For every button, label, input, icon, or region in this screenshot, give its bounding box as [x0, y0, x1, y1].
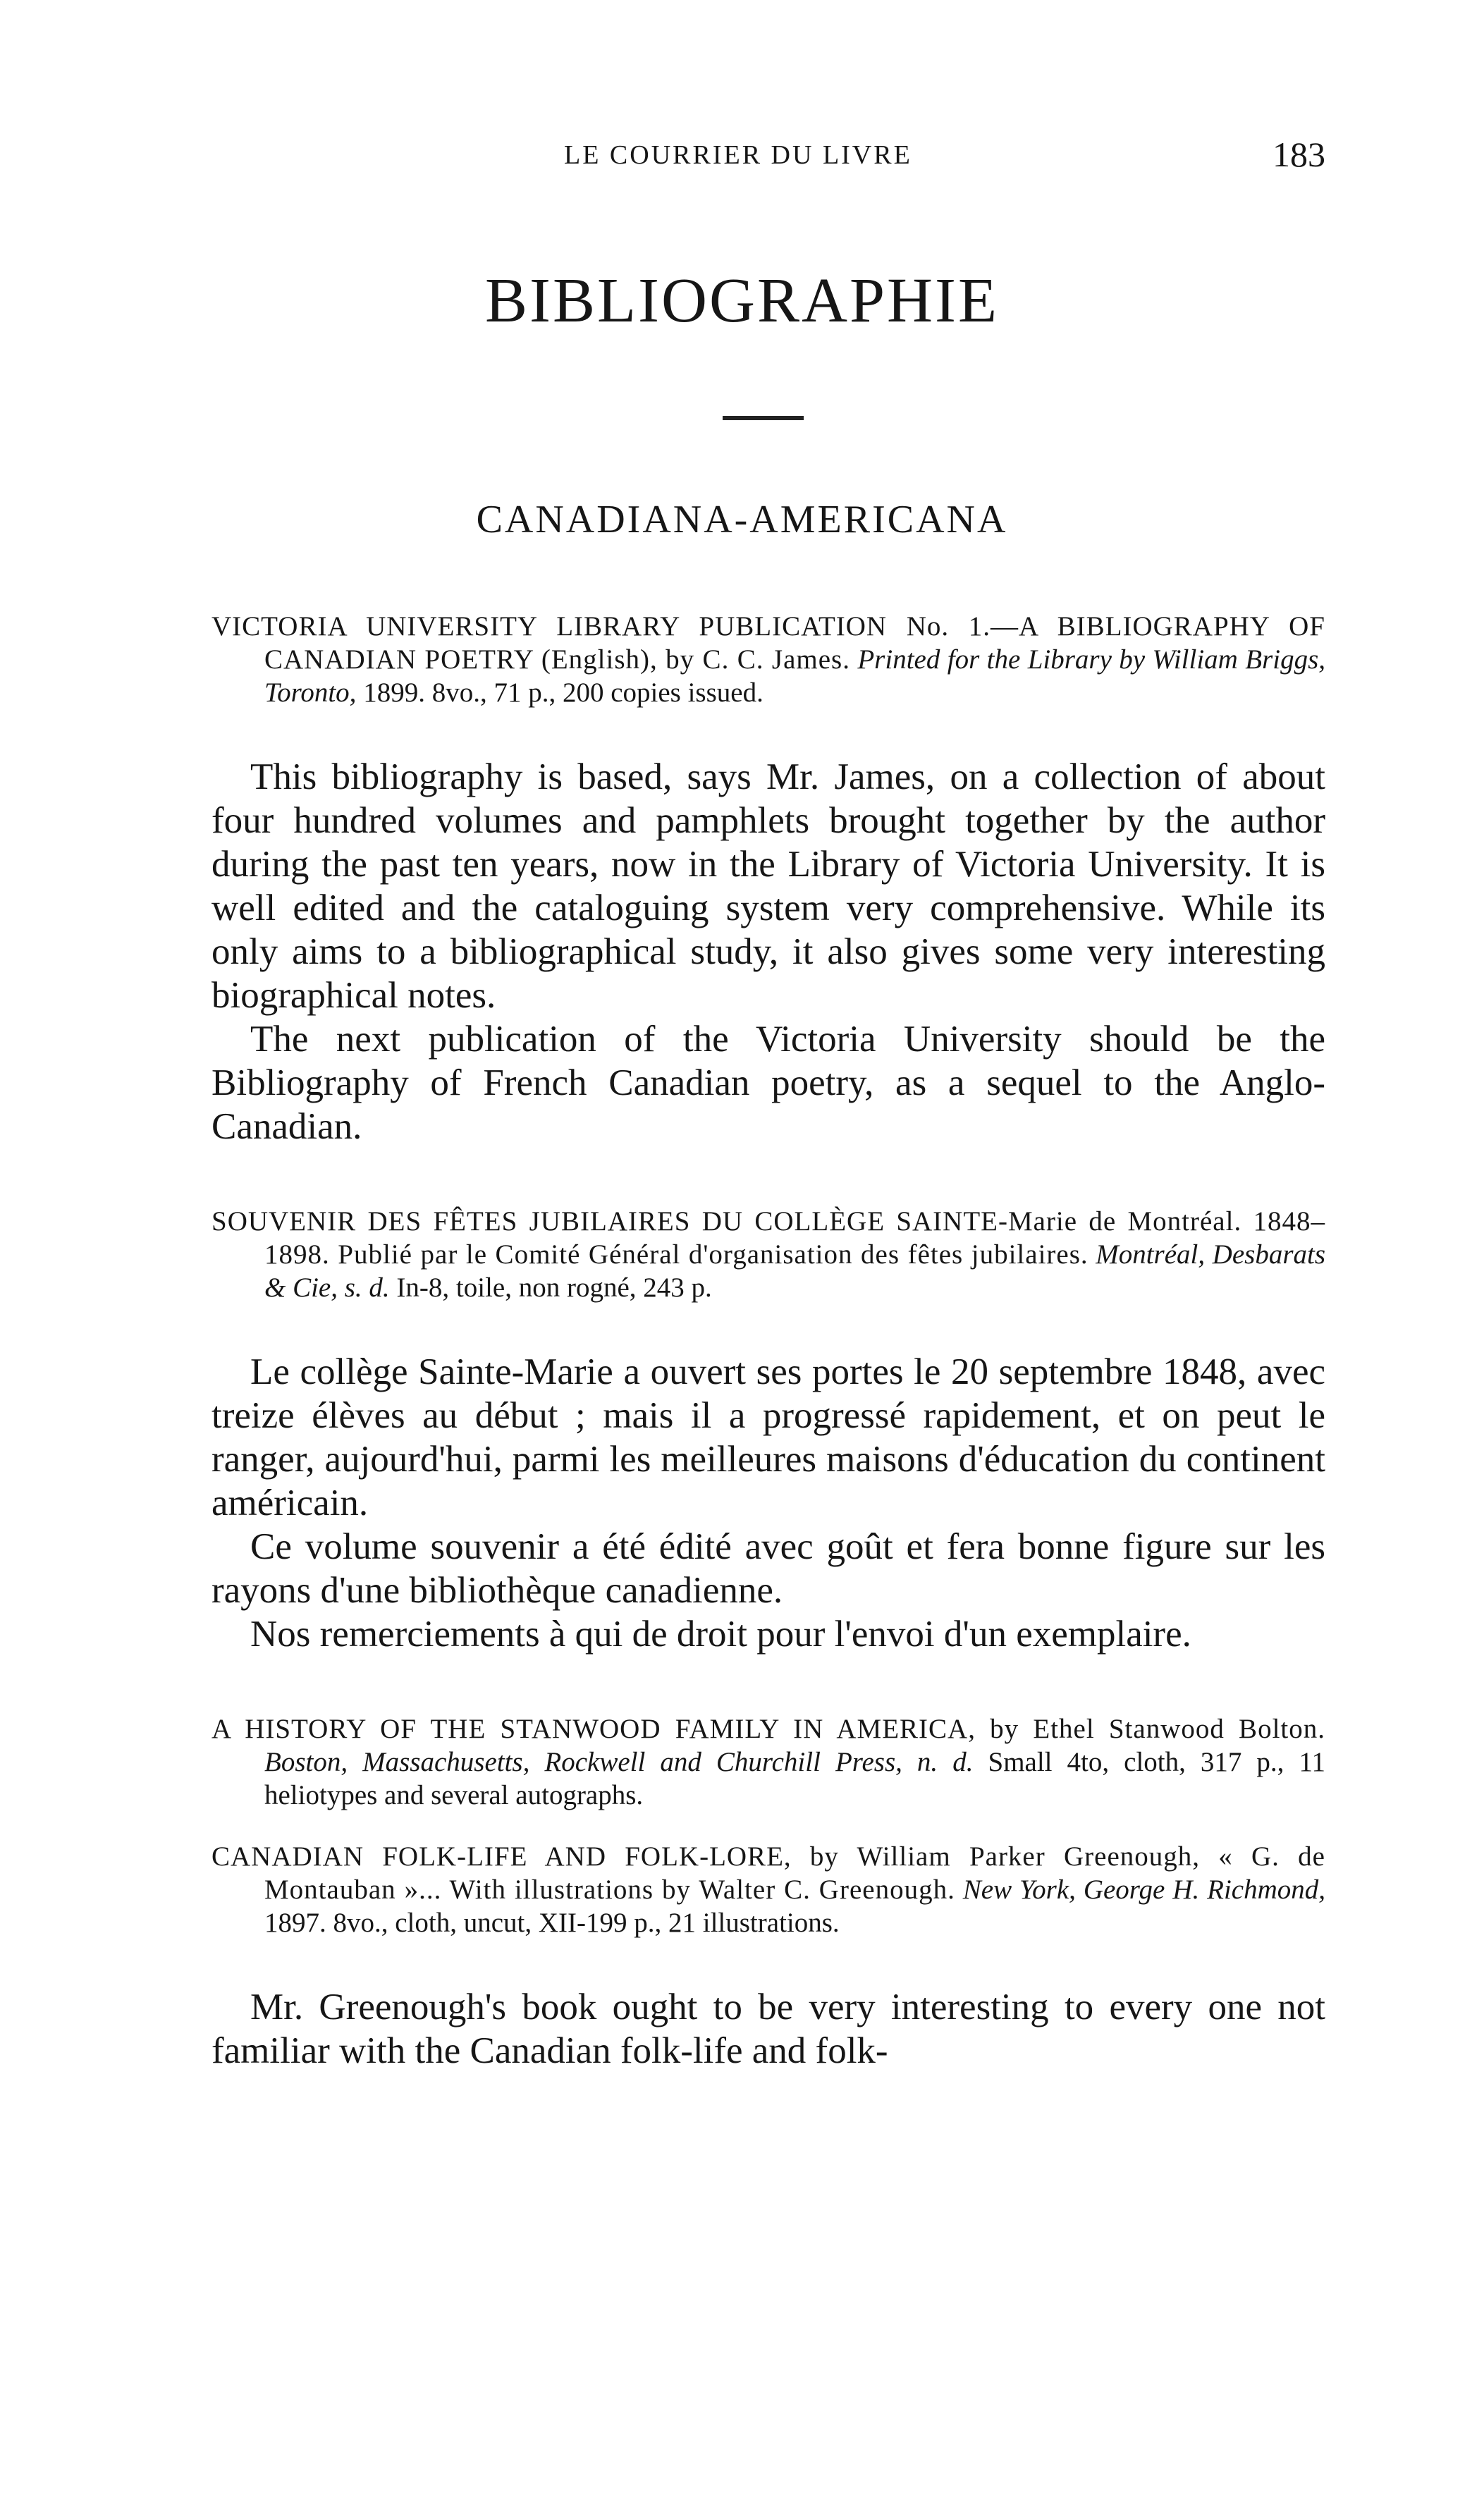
- page-header: [211, 134, 1325, 183]
- entry-details: In-8, toile, non rogné, 243 p.: [396, 1272, 712, 1303]
- review-paragraph: The next publication of the Victoria University should be the Bibliography of French Canadian poetry, as a sequel to the Anglo-Canadian.: [211, 1019, 1325, 1147]
- entry-publisher: New York, George H. Richmond,: [962, 1875, 1326, 1905]
- page-title: BIBLIOGRAPHIE: [485, 266, 999, 336]
- entry-details: 1899. 8vo., 71 p., 200 copies issued.: [363, 677, 764, 708]
- bibliography-entry: [211, 1712, 1325, 1812]
- title-divider: [723, 416, 804, 420]
- page-number: 183: [1273, 135, 1325, 174]
- bibliography-entry: [211, 610, 1325, 709]
- review-paragraph: This bibliography is based, says Mr. James, on a collection of about four hundred volumes and pamphlets brought together by the author during the past ten years, now in the Library of Victoria University. It is well edited and the cataloguing system very comprehensive. While its only aims to a bibliographical study, it also gives some very interesting biographical notes.: [211, 756, 1325, 1016]
- entry-publisher: Boston, Massachusetts, Rockwell and Churchill Press, n. d.: [264, 1747, 974, 1777]
- bibliography-entry: [211, 1840, 1325, 1939]
- entry-publisher: Montréal, Desbarats & Cie, s. d.: [264, 1239, 1326, 1303]
- entry-heading: VICTORIA UNIVERSITY LIBRARY PUBLICATION No. 1.—A BIBLIOGRAPHY OF CANADIAN POETRY (English), by C. C. James.: [211, 611, 1325, 675]
- page-content: [211, 610, 1325, 2073]
- bibliography-entry: [211, 1205, 1325, 1304]
- review-paragraph: Mr. Greenough's book ought to be very interesting to every one not familiar with the Canadian folk-life and folk-: [211, 1987, 1325, 2071]
- entry-publisher: Printed for the Library by William Briggs, Toronto,: [264, 644, 1326, 708]
- review-paragraph: Nos remerciements à qui de droit pour l'envoi d'un exemplaire.: [250, 1614, 1191, 1655]
- review-paragraph: Ce volume souvenir a été édité avec goût et fera bonne figure sur les rayons d'une bibliothèque canadienne.: [211, 1526, 1325, 1611]
- entry-heading: SOUVENIR DES FÊTES JUBILAIRES DU COLLÈGE SAINTE-Marie de Montréal. 1848–1898. Publié par le Comité Général d'organisation des fêtes jubilaires.: [211, 1206, 1325, 1270]
- running-title: LE COURRIER DU LIVRE: [564, 140, 912, 170]
- review-paragraph: Le collège Sainte-Marie a ouvert ses portes le 20 septembre 1848, avec treize élèves au début ; mais il a progressé rapidement, et on peut le ranger, aujourd'hui, parmi les meilleures maisons d'éducation du continent américain.: [211, 1351, 1325, 1523]
- entry-details: Small 4to, cloth, 317 p., 11 heliotypes and several autographs.: [264, 1747, 1325, 1810]
- entry-heading: CANADIAN FOLK-LIFE AND FOLK-LORE, by William Parker Greenough, « G. de Montauban »... With illustrations by Walter C. Greenough.: [211, 1841, 1325, 1905]
- entry-details: 1897. 8vo., cloth, uncut, XII-199 p., 21 illustrations.: [264, 1908, 840, 1938]
- section-heading: CANADIANA-AMERICANA: [476, 498, 1008, 541]
- entry-heading: A HISTORY OF THE STANWOOD FAMILY IN AMERICA, by Ethel Stanwood Bolton.: [211, 1714, 1325, 1744]
